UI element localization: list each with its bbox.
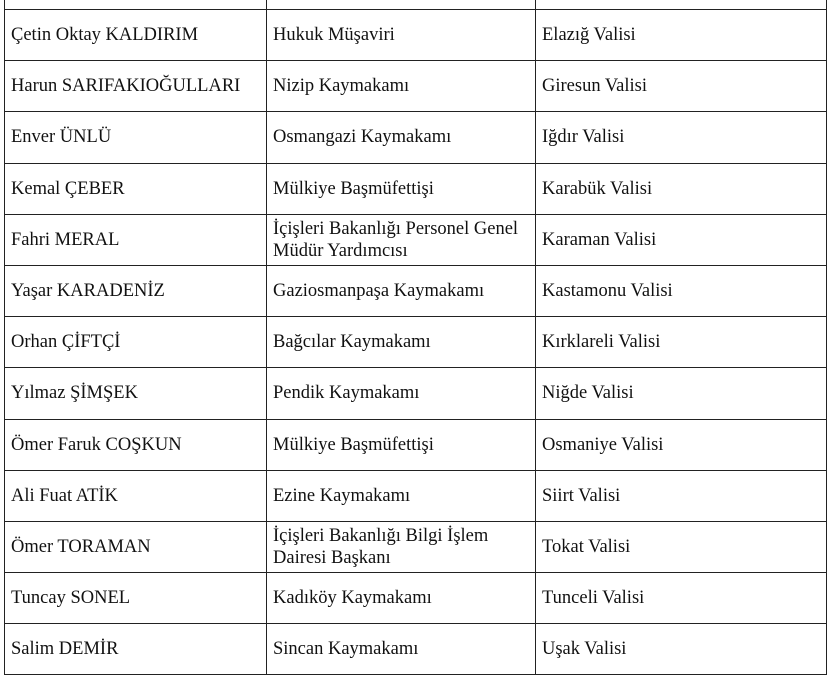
previous-position-cell	[267, 573, 536, 624]
person-name-cell: Yaşar KARADENİZ	[5, 265, 267, 316]
previous-position-cell	[267, 10, 536, 61]
new-post-cell: Giresun Valisi	[536, 61, 827, 112]
previous-position-line: Osmangazi Kaymakamı	[273, 127, 452, 148]
previous-position-line: İçişleri Bakanlığı Personel Genel	[273, 218, 519, 239]
table-cell-empty	[5, 0, 267, 10]
table-row	[5, 214, 827, 265]
new-post-cell: Siirt Valisi	[536, 470, 827, 521]
person-name-cell: Ömer TORAMAN	[5, 521, 267, 572]
table-row	[5, 61, 827, 112]
previous-position-line: Gaziosmanpaşa Kaymakamı	[273, 281, 485, 302]
person-name-cell: Tuncay SONEL	[5, 573, 267, 624]
previous-position-line: Dairesi Başkanı	[273, 547, 391, 568]
person-name-cell: Kemal ÇEBER	[5, 163, 267, 214]
table-row	[5, 521, 827, 572]
table-row	[5, 573, 827, 624]
person-name-cell: Yılmaz ŞİMŞEK	[5, 368, 267, 419]
previous-position-cell	[267, 521, 536, 572]
previous-position-line: Bağcılar Kaymakamı	[273, 332, 431, 353]
table-row	[5, 624, 827, 675]
table-row	[5, 10, 827, 61]
new-post-cell: Kastamonu Valisi	[536, 265, 827, 316]
previous-position-line: Pendik Kaymakamı	[273, 383, 420, 404]
new-post-cell: Tokat Valisi	[536, 521, 827, 572]
previous-position-cell	[267, 112, 536, 163]
previous-position-line: Kadıköy Kaymakamı	[273, 588, 432, 609]
previous-position-line: Ezine Kaymakamı	[273, 485, 411, 506]
person-name-cell: Enver ÜNLÜ	[5, 112, 267, 163]
appointments-table-body	[5, 0, 827, 675]
previous-position-cell	[267, 470, 536, 521]
new-post-cell: Elazığ Valisi	[536, 10, 827, 61]
table-cell-empty	[536, 0, 827, 10]
new-post-cell: Uşak Valisi	[536, 624, 827, 675]
person-name-cell: Salim DEMİR	[5, 624, 267, 675]
previous-position-line: Nizip Kaymakamı	[273, 76, 410, 97]
table-row	[5, 112, 827, 163]
previous-position-cell	[267, 265, 536, 316]
new-post-cell: Osmaniye Valisi	[536, 419, 827, 470]
table-row	[5, 368, 827, 419]
new-post-cell: Kırklareli Valisi	[536, 317, 827, 368]
table-cell-empty	[267, 0, 536, 10]
previous-position-line: Hukuk Müşaviri	[273, 25, 395, 46]
previous-position-line: Müdür Yardımcısı	[273, 240, 408, 261]
table-row	[5, 163, 827, 214]
previous-position-cell	[267, 61, 536, 112]
previous-position-line: İçişleri Bakanlığı Bilgi İşlem	[273, 525, 489, 546]
new-post-cell: Karaman Valisi	[536, 214, 827, 265]
new-post-cell: Iğdır Valisi	[536, 112, 827, 163]
previous-position-cell	[267, 419, 536, 470]
person-name-cell: Ömer Faruk COŞKUN	[5, 419, 267, 470]
previous-position-cell	[267, 368, 536, 419]
previous-position-cell	[267, 624, 536, 675]
previous-position-line: Mülkiye Başmüfettişi	[273, 178, 434, 199]
previous-position-cell	[267, 214, 536, 265]
person-name-cell: Orhan ÇİFTÇİ	[5, 317, 267, 368]
previous-position-cell	[267, 163, 536, 214]
appointments-table	[4, 0, 827, 675]
new-post-cell: Niğde Valisi	[536, 368, 827, 419]
person-name-cell: Çetin Oktay KALDIRIM	[5, 10, 267, 61]
person-name-cell: Harun SARIFAKIOĞULLARI	[5, 61, 267, 112]
table-row	[5, 265, 827, 316]
table-top-edge-row	[5, 0, 827, 10]
table-row	[5, 470, 827, 521]
new-post-cell: Karabük Valisi	[536, 163, 827, 214]
previous-position-line: Mülkiye Başmüfettişi	[273, 434, 434, 455]
person-name-cell: Ali Fuat ATİK	[5, 470, 267, 521]
previous-position-cell	[267, 317, 536, 368]
new-post-cell: Tunceli Valisi	[536, 573, 827, 624]
table-row	[5, 419, 827, 470]
previous-position-line: Sincan Kaymakamı	[273, 639, 419, 660]
table-row	[5, 317, 827, 368]
person-name-cell: Fahri MERAL	[5, 214, 267, 265]
